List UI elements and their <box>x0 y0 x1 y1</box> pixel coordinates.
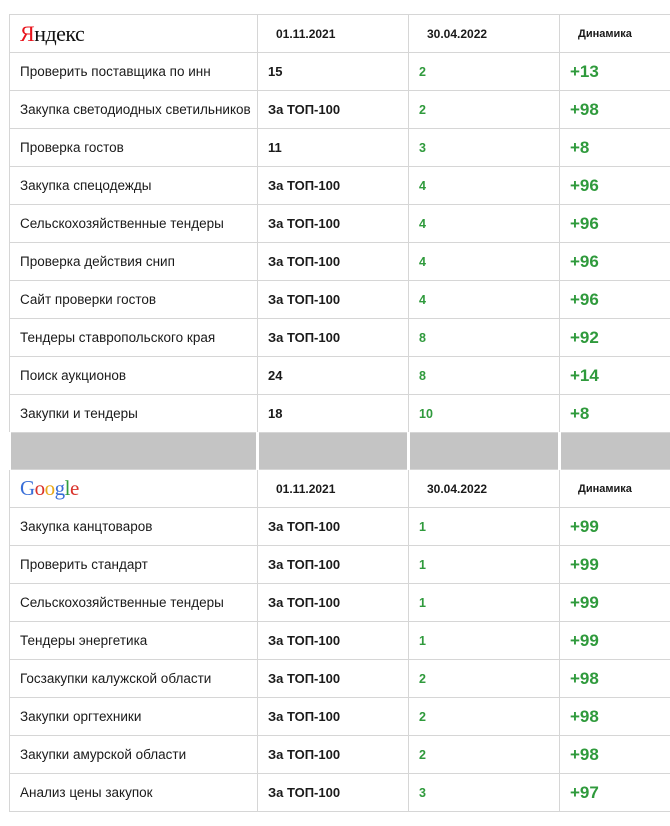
google-position-before-cell: За ТОП-100 <box>258 774 409 812</box>
yandex-dynamics-cell: +13 <box>560 53 670 91</box>
google-keyword-cell: Анализ цены закупок <box>10 774 258 812</box>
google-position-after-cell: 1 <box>409 508 560 546</box>
yandex-row <box>10 357 670 395</box>
yandex-row <box>10 281 670 319</box>
google-row <box>10 660 670 698</box>
yandex-logo <box>10 15 258 53</box>
yandex-row <box>10 53 670 91</box>
yandex-position-before-cell: За ТОП-100 <box>258 205 409 243</box>
yandex-keyword-cell: Проверка действия снип <box>10 243 258 281</box>
yandex-position-after-cell: 3 <box>409 129 560 167</box>
google-position-before-cell: За ТОП-100 <box>258 736 409 774</box>
yandex-row <box>10 129 670 167</box>
google-position-after-cell: 1 <box>409 546 560 584</box>
google-dynamics-cell: +99 <box>560 508 670 546</box>
google-keyword-cell: Проверить стандарт <box>10 546 258 584</box>
yandex-dynamics-cell: +96 <box>560 205 670 243</box>
google-keyword-cell: Закупка канцтоваров <box>10 508 258 546</box>
yandex-keyword-cell: Проверка гостов <box>10 129 258 167</box>
yandex-dynamics-header: Динамика <box>560 15 670 53</box>
yandex-position-after-cell: 2 <box>409 91 560 129</box>
google-logo <box>10 470 258 508</box>
google-row <box>10 698 670 736</box>
google-keyword-cell: Закупки амурской области <box>10 736 258 774</box>
google-row <box>10 508 670 546</box>
google-dynamics-cell: +99 <box>560 584 670 622</box>
rankings-table <box>8 14 670 812</box>
yandex-position-before-cell: 15 <box>258 53 409 91</box>
separator-cell <box>560 433 670 470</box>
google-logo-letter: o <box>34 476 45 500</box>
google-dynamics-cell: +98 <box>560 736 670 774</box>
google-logo-letter: e <box>70 476 79 500</box>
google-row <box>10 584 670 622</box>
separator-cell <box>258 433 409 470</box>
yandex-keyword-cell: Проверить поставщика по инн <box>10 53 258 91</box>
google-logo-letter: o <box>44 476 55 500</box>
yandex-dynamics-cell: +96 <box>560 167 670 205</box>
google-position-after-cell: 1 <box>409 622 560 660</box>
yandex-position-after-cell: 8 <box>409 319 560 357</box>
yandex-date1-header: 01.11.2021 <box>258 15 409 53</box>
yandex-position-before-cell: За ТОП-100 <box>258 91 409 129</box>
section-separator-row <box>10 433 670 470</box>
google-position-before-cell: За ТОП-100 <box>258 508 409 546</box>
google-keyword-cell: Сельскохозяйственные тендеры <box>10 584 258 622</box>
yandex-logo-first-letter: Я <box>20 20 35 46</box>
yandex-position-before-cell: За ТОП-100 <box>258 167 409 205</box>
google-date1-header: 01.11.2021 <box>258 470 409 508</box>
google-logo-letter: G <box>20 476 35 500</box>
google-row <box>10 736 670 774</box>
yandex-row <box>10 243 670 281</box>
google-logo-letter: l <box>64 476 71 500</box>
yandex-dynamics-cell: +92 <box>560 319 670 357</box>
separator-cell <box>10 433 258 470</box>
yandex-dynamics-cell: +8 <box>560 395 670 433</box>
yandex-position-after-cell: 10 <box>409 395 560 433</box>
google-position-after-cell: 2 <box>409 660 560 698</box>
google-row <box>10 774 670 812</box>
google-dynamics-cell: +99 <box>560 546 670 584</box>
yandex-logo-rest: ндекс <box>34 20 85 46</box>
yandex-dynamics-cell: +96 <box>560 281 670 319</box>
google-dynamics-cell: +98 <box>560 660 670 698</box>
yandex-position-before-cell: 11 <box>258 129 409 167</box>
google-logo-letter: g <box>54 476 65 500</box>
yandex-position-after-cell: 4 <box>409 281 560 319</box>
separator-cell <box>409 433 560 470</box>
google-dynamics-cell: +98 <box>560 698 670 736</box>
yandex-date2-header: 30.04.2022 <box>409 15 560 53</box>
yandex-row <box>10 395 670 433</box>
google-position-before-cell: За ТОП-100 <box>258 698 409 736</box>
google-position-before-cell: За ТОП-100 <box>258 622 409 660</box>
yandex-row <box>10 319 670 357</box>
yandex-keyword-cell: Тендеры ставропольского края <box>10 319 258 357</box>
yandex-position-before-cell: За ТОП-100 <box>258 281 409 319</box>
yandex-position-after-cell: 4 <box>409 167 560 205</box>
yandex-dynamics-cell: +8 <box>560 129 670 167</box>
google-position-after-cell: 1 <box>409 584 560 622</box>
google-dynamics-header: Динамика <box>560 470 670 508</box>
yandex-dynamics-cell: +96 <box>560 243 670 281</box>
yandex-keyword-cell: Закупки и тендеры <box>10 395 258 433</box>
yandex-position-after-cell: 8 <box>409 357 560 395</box>
google-header-row <box>10 470 670 508</box>
google-row <box>10 546 670 584</box>
yandex-position-before-cell: За ТОП-100 <box>258 319 409 357</box>
yandex-keyword-cell: Сельскохозяйственные тендеры <box>10 205 258 243</box>
google-position-before-cell: За ТОП-100 <box>258 546 409 584</box>
yandex-row <box>10 167 670 205</box>
google-row <box>10 622 670 660</box>
yandex-position-before-cell: 18 <box>258 395 409 433</box>
yandex-keyword-cell: Сайт проверки гостов <box>10 281 258 319</box>
yandex-position-after-cell: 4 <box>409 205 560 243</box>
yandex-row <box>10 91 670 129</box>
google-position-after-cell: 2 <box>409 698 560 736</box>
yandex-keyword-cell: Закупка светодиодных светильников <box>10 91 258 129</box>
google-position-after-cell: 3 <box>409 774 560 812</box>
google-keyword-cell: Тендеры энергетика <box>10 622 258 660</box>
yandex-header-row <box>10 15 670 53</box>
google-position-after-cell: 2 <box>409 736 560 774</box>
yandex-keyword-cell: Закупка спецодежды <box>10 167 258 205</box>
yandex-position-after-cell: 4 <box>409 243 560 281</box>
google-keyword-cell: Закупки оргтехники <box>10 698 258 736</box>
yandex-position-before-cell: 24 <box>258 357 409 395</box>
google-position-before-cell: За ТОП-100 <box>258 660 409 698</box>
yandex-dynamics-cell: +14 <box>560 357 670 395</box>
yandex-keyword-cell: Поиск аукционов <box>10 357 258 395</box>
google-dynamics-cell: +97 <box>560 774 670 812</box>
yandex-position-after-cell: 2 <box>409 53 560 91</box>
google-dynamics-cell: +99 <box>560 622 670 660</box>
google-position-before-cell: За ТОП-100 <box>258 584 409 622</box>
google-keyword-cell: Госзакупки калужской области <box>10 660 258 698</box>
yandex-position-before-cell: За ТОП-100 <box>258 243 409 281</box>
google-date2-header: 30.04.2022 <box>409 470 560 508</box>
yandex-dynamics-cell: +98 <box>560 91 670 129</box>
yandex-row <box>10 205 670 243</box>
